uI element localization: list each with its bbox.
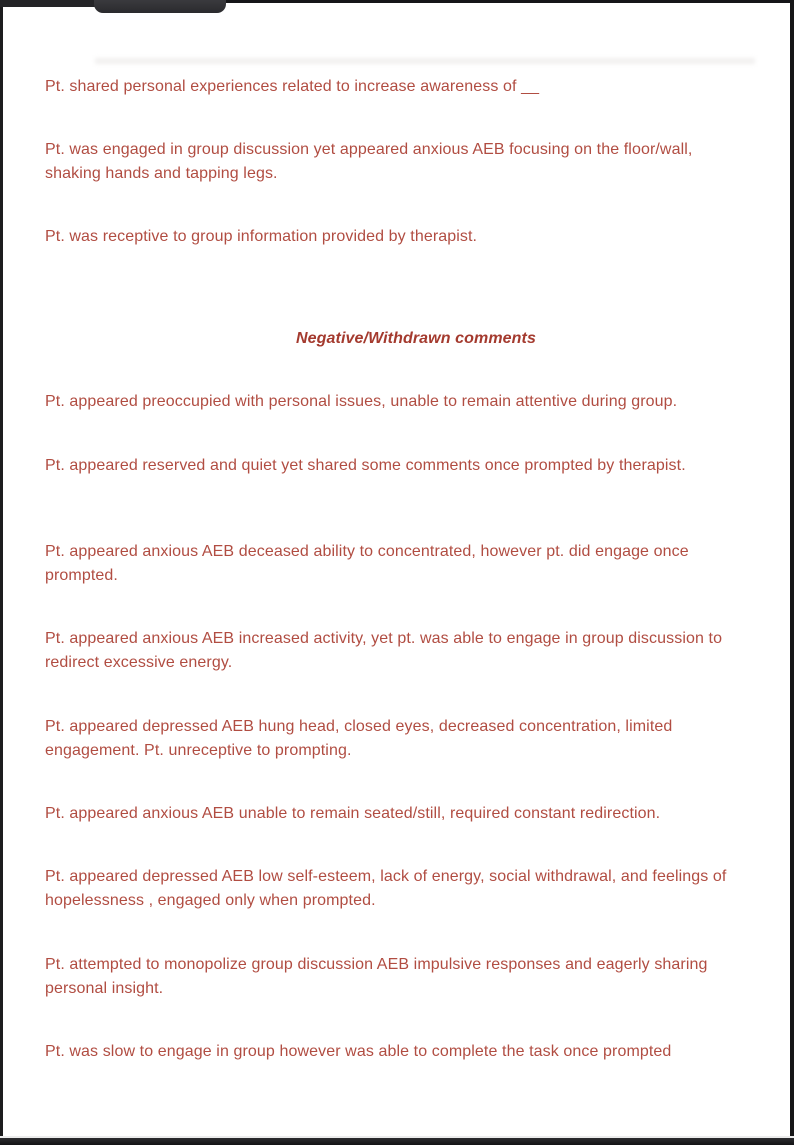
window-bottom-bar	[0, 1138, 794, 1145]
note-paragraph: Pt. appeared anxious AEB deceased ability to concentrated, however pt. did engage once prompted.	[45, 543, 689, 584]
note-paragraph: Pt. appeared preoccupied with personal issues, unable to remain attentive during group.	[45, 393, 678, 410]
note-paragraph: Pt. attempted to monopolize group discussion AEB impulsive responses and eagerly sharing personal insight.	[45, 956, 708, 997]
note-paragraph: Pt. appeared depressed AEB hung head, closed eyes, decreased concentration, limited engagement. Pt. unreceptive to prompting.	[45, 718, 673, 759]
note-paragraph: Pt. shared personal experiences related to increase awareness of __	[45, 78, 540, 95]
tab-notch	[94, 0, 226, 13]
note-paragraph: Pt. was engaged in group discussion yet appeared anxious AEB focusing on the floor/wall, shaking hands and tapping legs.	[45, 141, 693, 182]
note-paragraph: Pt. appeared depressed AEB low self-esteem, lack of energy, social withdrawal, and feelings of hopelessness , engaged only when prompted.	[45, 868, 727, 909]
window-right-edge	[790, 0, 794, 1145]
note-paragraph: Pt. appeared reserved and quiet yet shared some comments once prompted by therapist.	[45, 457, 686, 474]
window-left-edge	[0, 0, 3, 1145]
note-paragraph: Pt. was slow to engage in group however was able to complete the task once prompted	[45, 1043, 672, 1060]
note-paragraph: Pt. was receptive to group information provided by therapist.	[45, 228, 478, 245]
note-paragraph: Pt. appeared anxious AEB increased activity, yet pt. was able to engage in group discussion to redirect excessive energy.	[45, 630, 723, 671]
faint-text-artifact	[95, 58, 755, 64]
note-paragraph: Pt. appeared anxious AEB unable to remain seated/still, required constant redirection.	[45, 805, 661, 822]
section-heading: Negative/Withdrawn comments	[296, 330, 536, 347]
